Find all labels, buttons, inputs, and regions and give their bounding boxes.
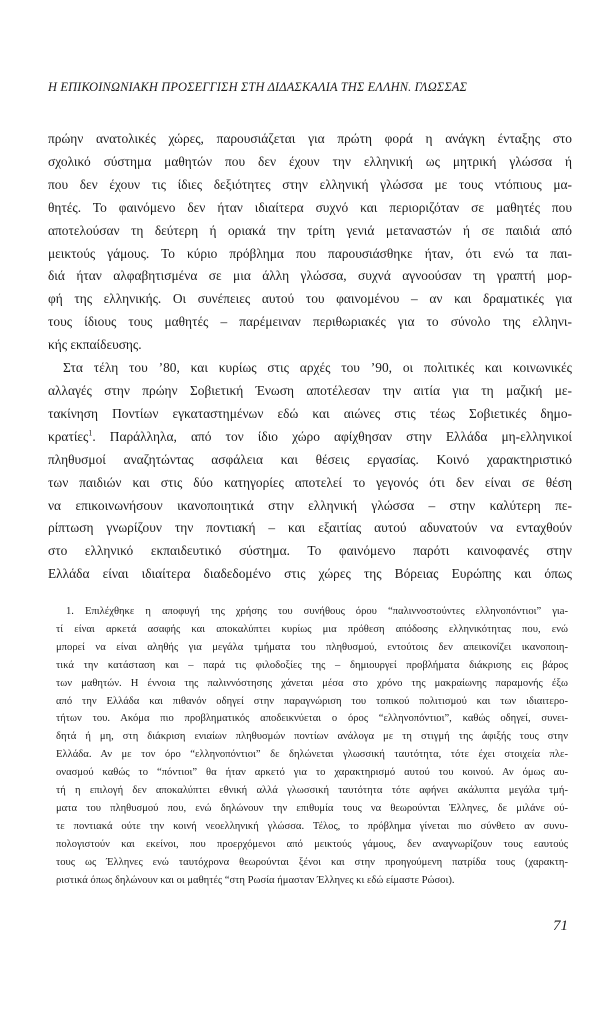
- running-head: Η ΕΠΙΚΟΙΝΩΝΙΑΚΗ ΠΡΟΣΕΓΓΙΣΗ ΣΤΗ ΔΙΔΑΣΚΑΛΙΑ ΤΗΣ ΕΛΛΗΝ. ΓΛΩΣΣΑΣ: [48, 80, 468, 94]
- body-line: κής εκπαίδευσης.: [48, 337, 142, 353]
- body-line: που δεν έχουν τις ίδιες δεξιότητες στην ελληνική γλώσσα με τους ντόπιους μα-: [48, 176, 572, 192]
- footnote-line: τή η επιλογή δεν αποκαλύπτει εθνική αλλά γλωσσική ταυτότητα τότε αφήνει ακάλυπτα μεγάλα τμή-: [56, 785, 568, 797]
- footnote-line: τε ποντιακά ούτε την κοινή νεοελληνική γλώσσα. Τέλος, το πρόβλημα γίνεται πιο σύνθετο αν συνυ-: [56, 820, 568, 832]
- footnote-line: Ελλάδα. Αν με τον όρο “ελληνοπόντιοι” δε δηλώνεται γλωσσική ταυτότητα, τότε έχει στοιχεία πλε-: [56, 749, 568, 761]
- footnote-line: ονασμού καθώς το “πόντιοι” θα ήταν αρκετό για το χαρακτηρισμό αυτού του κοινού. Αν όμως αυ-: [56, 767, 568, 779]
- body-line: αλλαγές στην πρώην Σοβιετική Ένωση αποτέλεσαν την αιτία για τη μαζική με-: [48, 382, 572, 398]
- footnote-line: τί είναι αρκετά ασαφής και αποκαλύπτει κυρίως μια πρόθεση απόδοσης ελληνικότητας που, ενώ: [56, 623, 568, 635]
- footnote: [56, 603, 568, 890]
- body-line: διά ήταν αλφαβητισμένα σε μια άλλη γλώσσα, συχνά αγνοούσαν τη γραπτή μορ-: [48, 268, 572, 284]
- body-line-start: κρατίες: [48, 428, 89, 444]
- body-line: να επικοινωνήσουν ικανοποιητικά στην ελληνική γλώσσα – στην καλύτερη πε-: [48, 497, 572, 513]
- footnote-line: ματα του πληθυσμού που, ενώ δηλώνουν την επιθυμία τους να θεωρούνται Έλληνες, δε μιλάνε ού-: [56, 802, 568, 814]
- body-line-rest: . Παράλληλα, από τον ίδιο χώρο αφίχθησαν στην Ελλάδα μη-ελληνικοί: [92, 428, 572, 444]
- body-line: πρώην ανατολικές χώρες, παρουσιάζεται για πρώτη φορά η ανάγκη ένταξης στο: [48, 131, 572, 146]
- footnote-line: πολογιστούν και εκείνοι, που προερχόμενοι από μεικτούς γάμους, δεν αναγνωρίζουν τους εαυτούς: [56, 838, 568, 850]
- footnote-reference[interactable]: 1: [88, 428, 93, 438]
- page-number: 71: [553, 918, 568, 934]
- footnote-line: μπορεί να είναι αληθής για μεγάλα τμήματα του πληθυσμού, εντούτοις δεν απεικονίζει ικανοποιη-: [56, 641, 568, 653]
- footnote-line: των μαθητών. Η έννοια της παλιννόστησης χάνεται μέσα στο χρόνο της μακραίωνης παραμονής έξω: [56, 677, 568, 689]
- body-line: φή της ελληνικής. Οι συνέπειες αυτού του φαινομένου – αν και δραματικές για: [48, 291, 572, 307]
- body-line: τους ίδιους τους μαθητές – παρέμειναν περιθωριακές για το σύνολο της ελληνι-: [48, 314, 572, 330]
- body-line: πληθυσμοί αναζητώντας ασφάλεια και θέσεις εργασίας. Κοινό χαρακτηριστικό: [48, 451, 572, 467]
- footnote-line: ριστικά όπως δηλώνουν και οι μαθητές “στη Ρωσία ήμασταν Έλληνες κι εδώ είμαστε Ρώσοι).: [56, 874, 455, 886]
- body-line: αποτελούσαν τη δεύτερη ή οριακά την τρίτη γενιά μεταναστών ή σε παιδιά από: [48, 222, 572, 238]
- footnote-line: 1. Επιλέχθηκε η αποφυγή της χρήσης του συνήθους όρου “παλιννοστούντες ελληνοπόντιοι” γιa-: [66, 606, 568, 617]
- body-line: Στα τέλη του ’80, και κυρίως στις αρχές του ’90, οι πολιτικές και κοινωνικές: [63, 360, 572, 376]
- body-line: μεικτούς γάμους. Το κύριο πρόβλημα που παρουσιάσθηκε ήταν, ότι ενώ τα παι-: [48, 245, 572, 261]
- footnote-line: από την Ελλάδα και πιθανόν οδηγεί στην παραγνώριση του τοπικού πολιτισμού και των ιδιαιτερο-: [56, 695, 568, 707]
- footnote-line: δητά ή μη, στη διάκριση ενιαίων πληθυσμών ποντίων ανάλογα με τη στιγμή της άφιξής τους στην: [56, 731, 568, 743]
- body-line: σχολικό σύστημα μαθητών που δεν έχουν την ελληνική ως μητρική γλώσσα ή: [48, 153, 572, 169]
- body-line: ρίπτωση γνωρίζουν την ποντιακή – και εξαιτίας αυτού αδυνατούν να ενταχθούν: [48, 520, 572, 536]
- footnote-line: τικά την κατάσταση και – παρά τις φιλοδοξίες της – δημιουργεί προβλήματα διάκρισης εις βάρος: [56, 659, 568, 671]
- body-line: τακίνηση Ποντίων εγκαταστημένων εδώ και αιώνες στις τέως Σοβιετικές δημο-: [48, 405, 572, 421]
- body-line: θητές. Το φαινόμενο δεν ήταν ιδιαίτερα συχνό και περιοριζόταν σε μαθητές που: [48, 199, 572, 215]
- footnote-line: τήτων του. Ακόμα πιο προβληματικός αποδεικνύεται ο όρος “ελληνοπόντιοι”, καθώς οδηγεί, συνει-: [56, 713, 568, 725]
- body-line: Ελλάδα είναι ιδιαίτερα διαδεδομένο στις χώρες της Βόρειας Ευρώπης και όπως: [48, 566, 572, 582]
- body-line: στο ελληνικό εκπαιδευτικό σύστημα. Το φαινόμενο παρότι καινοφανές στην: [48, 543, 572, 559]
- body-line-with-footnote-ref: [48, 426, 572, 449]
- body-line: των παιδιών και στις δύο κατηγορίες αποτελεί το γεγονός ότι δεν είναι σε θέση: [48, 474, 572, 490]
- footnote-line: τους ως Έλληνες ενώ ταυτόχρονα θεωρούνται ξένοι και στην προηγούμενη πατρίδα τους (χαρακτη-: [56, 856, 568, 868]
- body-text: [48, 128, 572, 586]
